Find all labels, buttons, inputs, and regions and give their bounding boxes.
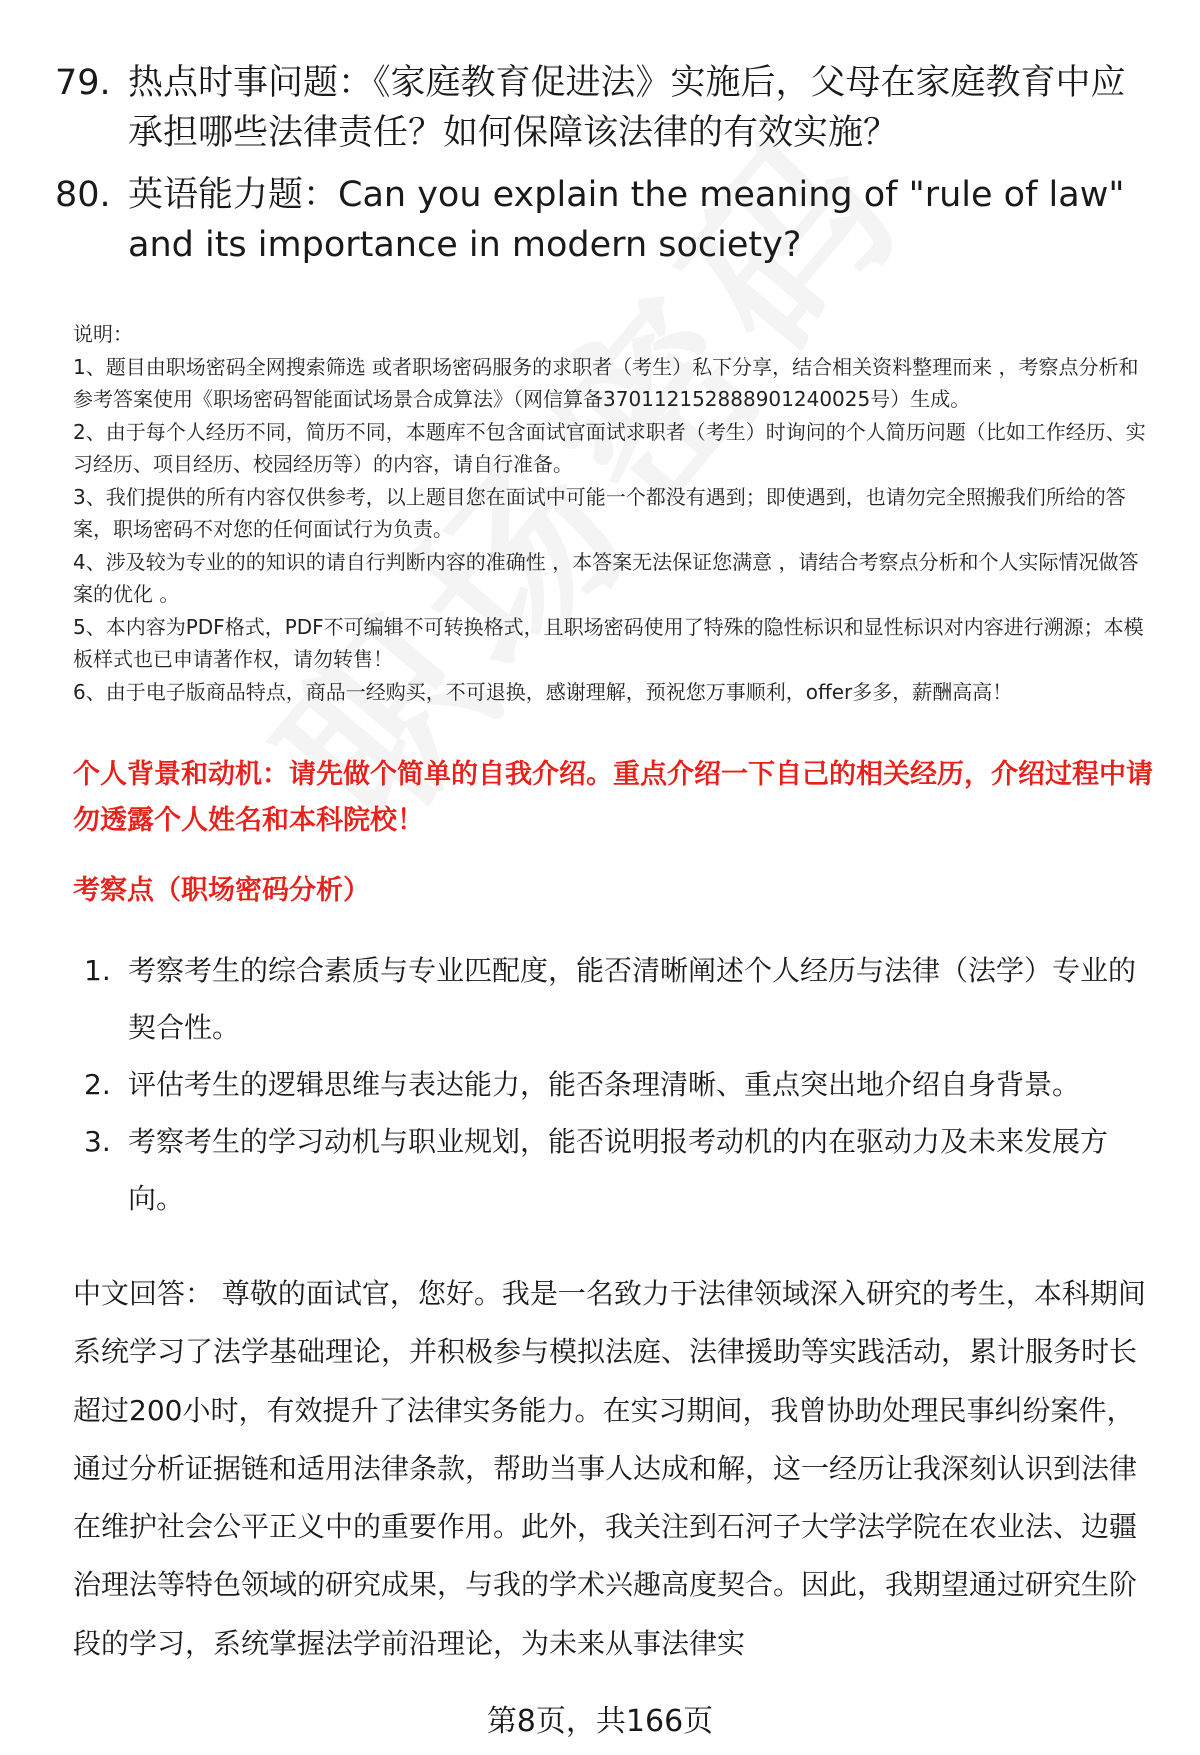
- list-item: [0, 1056, 1200, 1113]
- interview-question: 个人背景和动机：请先做个简单的自我介绍。重点介绍一下自己的相关经历，介绍过程中请勿透露个人姓名和本科院校！: [73, 759, 1153, 836]
- question-text: 热点时事问题：《家庭教育促进法》实施后，父母在家庭教育中应承担哪些法律责任？如何保障该法律的有效实施？: [128, 63, 1126, 153]
- analysis-heading: 考察点（职场密码分析）: [73, 875, 370, 906]
- note-item: 1、题目由职场密码全网搜索筛选 或者职场密码服务的求职者（考生）私下分享，结合相关资料整理而来 ，考察点分析和参考答案使用《职场密码智能面试场景合成算法》（网信算备370112152888901240025号）生成。: [73, 354, 1139, 411]
- question-number: 79.: [55, 63, 111, 103]
- list-item-text: 考察考生的学习动机与职业规划，能否说明报考动机的内在驱动力及未来发展方向。: [128, 1125, 1109, 1215]
- note-item: 2、由于每个人经历不同，简历不同，本题库不包含面试官面试求职者（考生）时询问的个人简历问题（比如工作经历、实习经历、项目经历、校园经历等）的内容，请自行准备。: [73, 419, 1146, 476]
- list-item: [0, 942, 1200, 1056]
- question-text: 英语能力题：Can you explain the meaning of "rule of law" and its importance in modern society?: [128, 175, 1125, 265]
- question-number: 80.: [55, 175, 111, 215]
- note-item: 4、涉及较为专业的的知识的请自行判断内容的准确性 ，本答案无法保证您满意 ，请结合考察点分析和个人实际情况做答案的优化 。: [73, 549, 1139, 606]
- list-item-text: 考察考生的综合素质与专业匹配度，能否清晰阐述个人经历与法律（法学）专业的契合性。: [128, 954, 1137, 1044]
- note-item: 5、本内容为PDF格式，PDF不可编辑不可转换格式，且职场密码使用了特殊的隐性标识和显性标识对内容进行溯源；本模板样式也已申请著作权，请勿转售！: [73, 614, 1144, 671]
- list-item: [0, 1113, 1200, 1227]
- list-item-number: 3.: [84, 1125, 111, 1158]
- note-item: 6、由于电子版商品特点，商品一经购买，不可退换，感谢理解，预祝您万事顺利，offer多多，薪酬高高！: [73, 679, 1013, 704]
- page-number: 第8页，共166页: [486, 1704, 714, 1739]
- list-item-number: 2.: [84, 1068, 111, 1101]
- list-item-text: 评估考生的逻辑思维与表达能力，能否条理清晰、重点突出地介绍自身背景。: [128, 1068, 1081, 1101]
- disclaimer-notes: [73, 318, 1153, 708]
- note-item: 3、我们提供的所有内容仅供参考，以上题目您在面试中可能一个都没有遇到；即使遇到，也请勿完全照搬我们所给的答案，职场密码不对您的任何面试行为负责。: [73, 484, 1126, 541]
- notes-title: 说明：: [73, 322, 133, 346]
- chinese-answer: 中文回答： 尊敬的面试官，您好。我是一名致力于法律领域深入研究的考生，本科期间系统学习了法学基础理论，并积极参与模拟法庭、法律援助等实践活动，累计服务时长超过200小时，有效提升了法律实务能力。在实习期间，我曾协助处理民事纠纷案件，通过分析证据链和适用法律条款，帮助当事人达成和解，这一经历让我深刻认识到法律在维护社会公平正义中的重要作用。此外，我关注到石河子大学法学院在农业法、边疆治理法等特色领域的研究成果，与我的学术兴趣高度契合。因此，我期望通过研究生阶段的学习，系统掌握法学前沿理论，为未来从事法律实: [73, 1277, 1146, 1660]
- list-item-number: 1.: [84, 954, 111, 987]
- analysis-list: [0, 942, 1200, 1227]
